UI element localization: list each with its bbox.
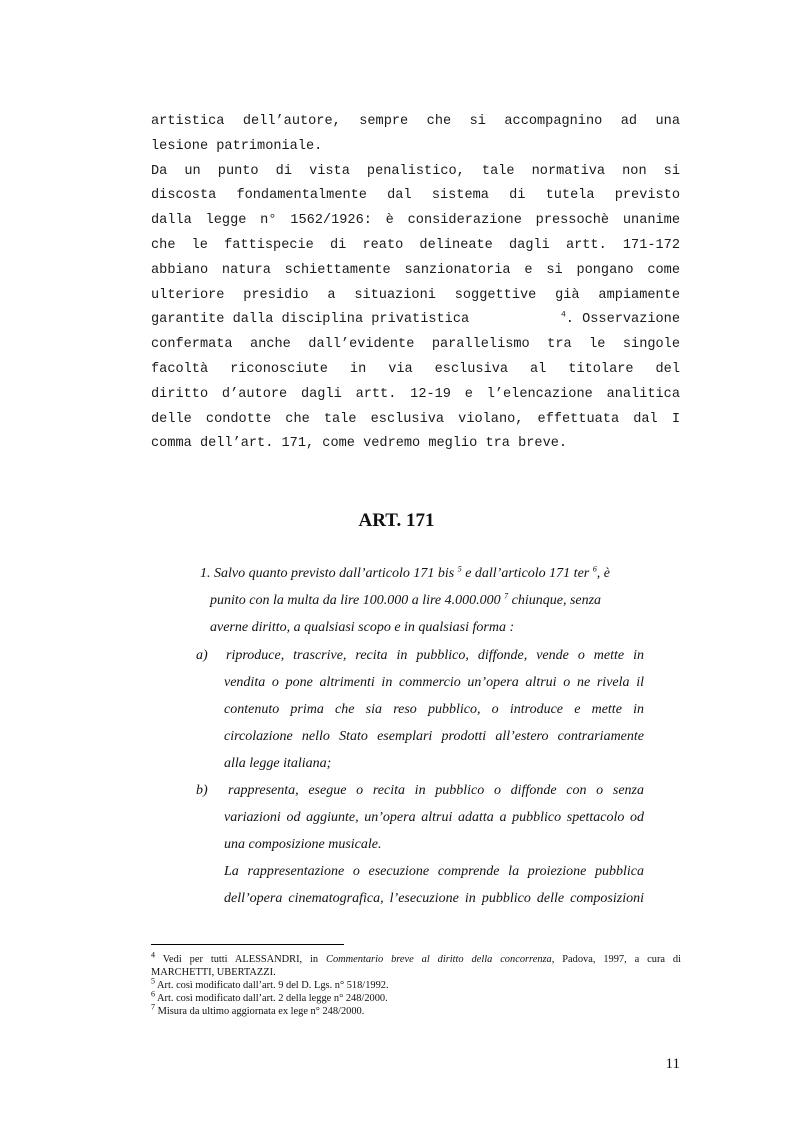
footnote-ref: 6 bbox=[592, 564, 597, 574]
law-line bbox=[210, 593, 644, 609]
body-line-with-footnote bbox=[151, 308, 680, 333]
footnote-divider bbox=[151, 944, 344, 945]
body-line: facoltà riconosciute in via esclusiva al titolare del bbox=[151, 361, 680, 377]
law-line: variazioni od aggiunte, un’opera altrui adatta a pubblico spettacolo od bbox=[224, 810, 644, 825]
law-line: circolazione nello Stato esemplari prodotti all’estero contrariamente bbox=[224, 729, 644, 744]
footnotes bbox=[151, 950, 681, 1018]
list-marker-b: b) bbox=[196, 783, 208, 798]
law-line: vendita o pone altrimenti in commercio un’opera altrui o ne rivela il bbox=[224, 675, 644, 690]
law-line: riproduce, trascrive, recita in pubblico, diffonde, vende o mette in bbox=[226, 648, 644, 663]
footnote-number: 4 bbox=[151, 950, 155, 960]
footnote-text: Art. così modificato dall’art. 9 del D. Lgs. n° 518/1992. bbox=[155, 980, 389, 991]
body-line: diritto d’autore dagli artt. 12-19 e l’elencazione analitica bbox=[151, 386, 680, 402]
law-line: contenuto prima che sia reso pubblico, o introduce e mette in bbox=[224, 702, 644, 717]
body-line: delle condotte che tale esclusiva violano, effettuata dal I bbox=[151, 411, 680, 427]
law-line: dell’opera cinematografica, l’esecuzione in pubblico delle composizioni bbox=[224, 891, 644, 906]
body-line: Da un punto di vista penalistico, tale normativa non si bbox=[151, 163, 680, 179]
footnote-number: 6 bbox=[151, 989, 155, 999]
law-line: rappresenta, esegue o recita in pubblico o diffonde con o senza bbox=[228, 783, 644, 798]
footnote-text: Misura da ultimo aggiornata ex lege n° 248/2000. bbox=[155, 1006, 365, 1017]
law-text-part: e dall’articolo 171 ter bbox=[461, 566, 593, 581]
body-line-tail: . Osservazione bbox=[565, 312, 680, 328]
page-number: 11 bbox=[665, 1056, 680, 1072]
law-line bbox=[200, 566, 648, 582]
footnote-title: Commentario breve al diritto della concorrenza bbox=[326, 954, 552, 965]
body-line: lesione patrimoniale. bbox=[151, 138, 323, 154]
body-line: ulteriore presidio a situazioni soggettive già ampiamente bbox=[151, 287, 680, 303]
section-heading: ART. 171 bbox=[358, 510, 435, 531]
footnote-5 bbox=[151, 976, 681, 992]
body-line: confermata anche dall’evidente parallelismo tra le singole bbox=[151, 337, 680, 353]
footnote-7 bbox=[151, 1002, 681, 1018]
footnote-ref: 5 bbox=[457, 564, 462, 574]
footnote-text: , Padova, 1997, a cura di bbox=[551, 954, 681, 965]
law-text-part: punito con la multa da lire 100.000 a lire 4.000.000 bbox=[210, 593, 505, 608]
footnote-number: 7 bbox=[151, 1002, 155, 1012]
law-line: alla legge italiana; bbox=[224, 756, 332, 771]
body-line: abbiano natura schiettamente sanzionatoria e si pongano come bbox=[151, 262, 680, 278]
law-line: averne diritto, a qualsiasi scopo e in qualsiasi forma : bbox=[210, 620, 515, 635]
footnote-6 bbox=[151, 989, 681, 1005]
footnote-text: Vedi per tutti ALESSANDRI, in bbox=[155, 954, 327, 965]
list-marker-a: a) bbox=[196, 648, 208, 663]
body-line: comma dell’art. 171, come vedremo meglio tra breve. bbox=[151, 436, 568, 452]
law-text-part: , è bbox=[596, 566, 610, 581]
footnote-number: 5 bbox=[151, 976, 155, 986]
body-line: discosta fondamentalmente dal sistema di tutela previsto bbox=[151, 188, 680, 204]
body-line: dalla legge n° 1562/1926: è considerazione pressochè unanime bbox=[151, 213, 680, 229]
footnote-4-cont: MARCHETTI, UBERTAZZI. bbox=[151, 967, 276, 978]
body-line: che le fattispecie di reato delineate dagli artt. 171-172 bbox=[151, 237, 680, 253]
footnote-ref: 4 bbox=[560, 310, 566, 320]
footnote-text: Art. così modificato dall’art. 2 della legge n° 248/2000. bbox=[155, 993, 388, 1004]
body-line: artistica dell’autore, sempre che si accompagnino ad una bbox=[151, 114, 680, 129]
footnote-ref: 7 bbox=[504, 591, 509, 601]
law-text-part: 1. Salvo quanto previsto dall’articolo 171 bis bbox=[200, 566, 458, 581]
footnote-4 bbox=[151, 950, 681, 966]
law-line: una composizione musicale. bbox=[224, 837, 382, 852]
body-line-part: garantite dalla disciplina privatistica bbox=[151, 312, 470, 328]
law-text-part: chiunque, senza bbox=[508, 593, 602, 608]
body-text bbox=[151, 110, 680, 457]
law-line: La rappresentazione o esecuzione comprende la proiezione pubblica bbox=[224, 864, 644, 879]
